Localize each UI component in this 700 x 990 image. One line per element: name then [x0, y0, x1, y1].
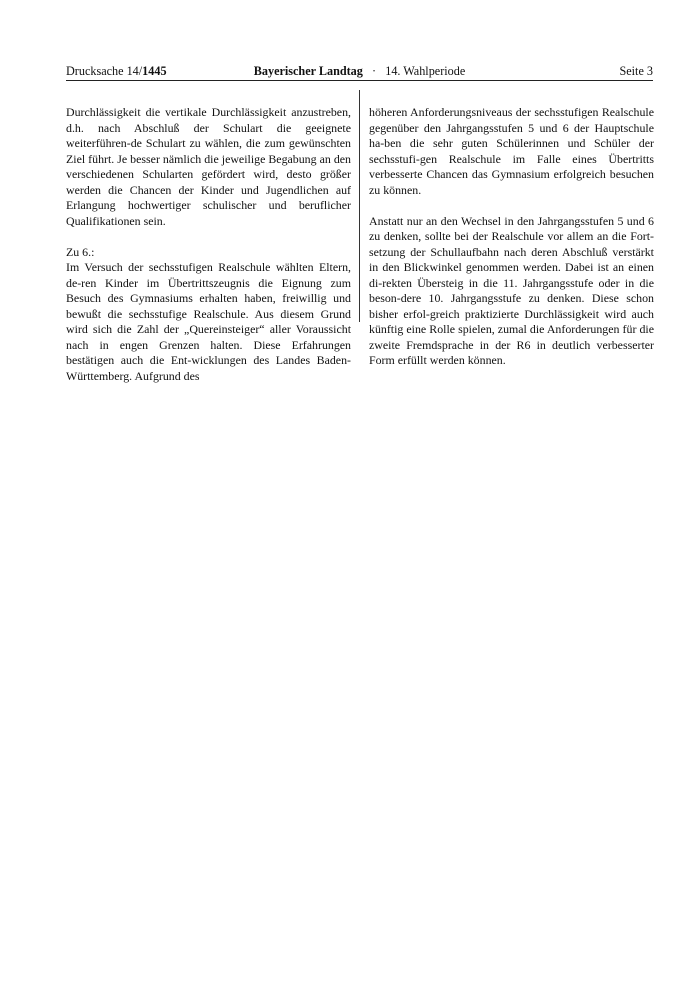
left-column	[66, 105, 351, 384]
header-separator: ·	[372, 64, 377, 78]
left-paragraph-2: Im Versuch der sechsstufigen Realschule wählten Eltern, de-ren Kinder im Übertrittszeugnis die Eignung zum Besuch des Gymnasiums erhalten haben, freiwillig und bewußt die sechsstufige Realschule. Aus diesem Grund wird sich die Zahl der „Quereinsteiger“ aller Voraussicht nach in engen Grenzen halten. Diese Erfahrungen bestätigen auch die Ent-wicklungen des Landes Baden-Württemberg. Aufgrund des	[66, 260, 351, 383]
header-rule	[66, 80, 653, 81]
column-divider	[359, 90, 360, 322]
page-header	[66, 63, 653, 79]
page-number: Seite 3	[619, 64, 653, 78]
document-number-value: 1445	[142, 64, 167, 78]
document-number-prefix: Drucksache 14/	[66, 64, 143, 78]
section-heading: Zu 6.:	[66, 244, 95, 259]
right-paragraph-2: Anstatt nur an den Wechsel in den Jahrgangsstufen 5 und 6 zu denken, sollte bei der Realschule vor allem an die Fort-setzung der Schullaufbahn nach deren Abschluß verstärkt in den Blickwinkel genommen werden. Dabei ist an einen di-rekten Übersteig in die 11. Jahrgangsstufe oder in die beson-dere 10. Jahrgangsstufe zu denken. Diese schon bisher erfol-greich praktizierte Durchlässigkeit wird auch künftig eine Rolle spielen, zumal die Anforderungen für die zweite Fremdsprache in der R6 in deutlich verbesserter Form erfüllt werden können.	[369, 213, 654, 367]
header-center	[66, 63, 653, 79]
parliament-name: Bayerischer Landtag	[253, 64, 363, 78]
right-paragraph-1: höheren Anforderungsniveaus der sechsstufigen Realschule gegenüber den Jahrgangsstufen 5 und 6 der Hauptschule ha-ben die sehr guten Schülerinnen und Schüler der sechsstufi-gen Realschule im Falle eines Übertritts verbesserte Chancen das Gymnasium erfolgreich besuchen zu können.	[369, 105, 654, 197]
left-paragraph-1: Durchlässigkeit die vertikale Durchlässigkeit anzustreben, d.h. nach Abschluß der Schulart die geeignete weiterführen-de Schulart zu wählen, die zum gewünschten Ziel führt. Je besser nämlich die jeweilige Begabung an den verschiedenen Schularten gefördert wird, desto größer werden die Chancen der Kinder und Jugendlichen auf Erlangung hochwertiger schulischer und beruflicher Qualifikationen sein.	[66, 105, 351, 228]
right-column	[369, 105, 654, 369]
legislative-period: 14. Wahlperiode	[385, 64, 466, 78]
